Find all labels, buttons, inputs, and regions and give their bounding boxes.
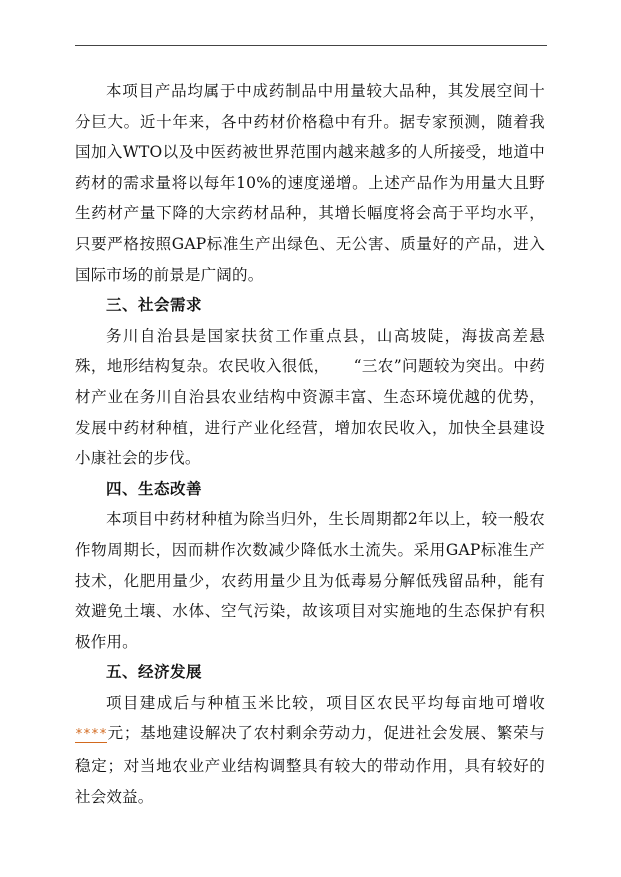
paragraph-market-prospect: 本项目产品均属于中成药制品中用量较大品种，其发展空间十分巨大。近十年来，各中药材价格稳中有升。据专家预测，随着我国加入WTO以及中医药被世界范围内越来越多的人所接受，地道中药材的需求量将以每年10%的速度递增。上述产品作为用量大且野生药材产量下降的大宗药材品种，其增长幅度将会高于平均水平，只要严格按照GAP标准生产出绿色、无公害、质量好的产品，进入国际市场的前景是广阔的。 xyxy=(75,82,545,284)
amount-placeholder: **** xyxy=(75,727,108,743)
paragraph-ecology: 本项目中药材种植为除当归外，生长周期都2年以上，较一般农作物周期长，因而耕作次数减少降低水土流失。采用GAP标准生产技术，化肥用量少，农药用量少且为低毒易分解低残留品种，能有效避免土壤、水体、空气污染，故该项目对实施地的生态保护有积极作用。 xyxy=(75,510,545,651)
heading-economic-development: 五、经济发展 xyxy=(106,662,203,682)
economic-text-after: 元；基地建设解决了农村剩余劳动力，促进社会发展、繁荣与稳定；对当地农业产业结构调整具有较大的带动作用，具有较好的社会效益。 xyxy=(75,724,545,806)
header-rule xyxy=(75,45,547,46)
heading-social-demand: 三、社会需求 xyxy=(106,295,203,315)
economic-text-before: 项目建成后与种植玉米比较，项目区农民平均每亩地可增收 xyxy=(106,693,545,712)
heading-ecology: 四、生态改善 xyxy=(106,478,203,498)
paragraph-social-demand: 务川自治县是国家扶贫工作重点县，山高坡陡，海拔高差悬殊，地形结构复杂。农民收入很低， “三农”问题较为突出。中药材产业在务川自治县农业结构中资源丰富、生态环境优越的优势，发展中药材种植，进行产业化经营，增加农民收入，加快全县建设小康社会的步伐。 xyxy=(75,326,545,468)
document-body xyxy=(75,76,545,812)
paragraph-economic-development xyxy=(75,688,545,812)
